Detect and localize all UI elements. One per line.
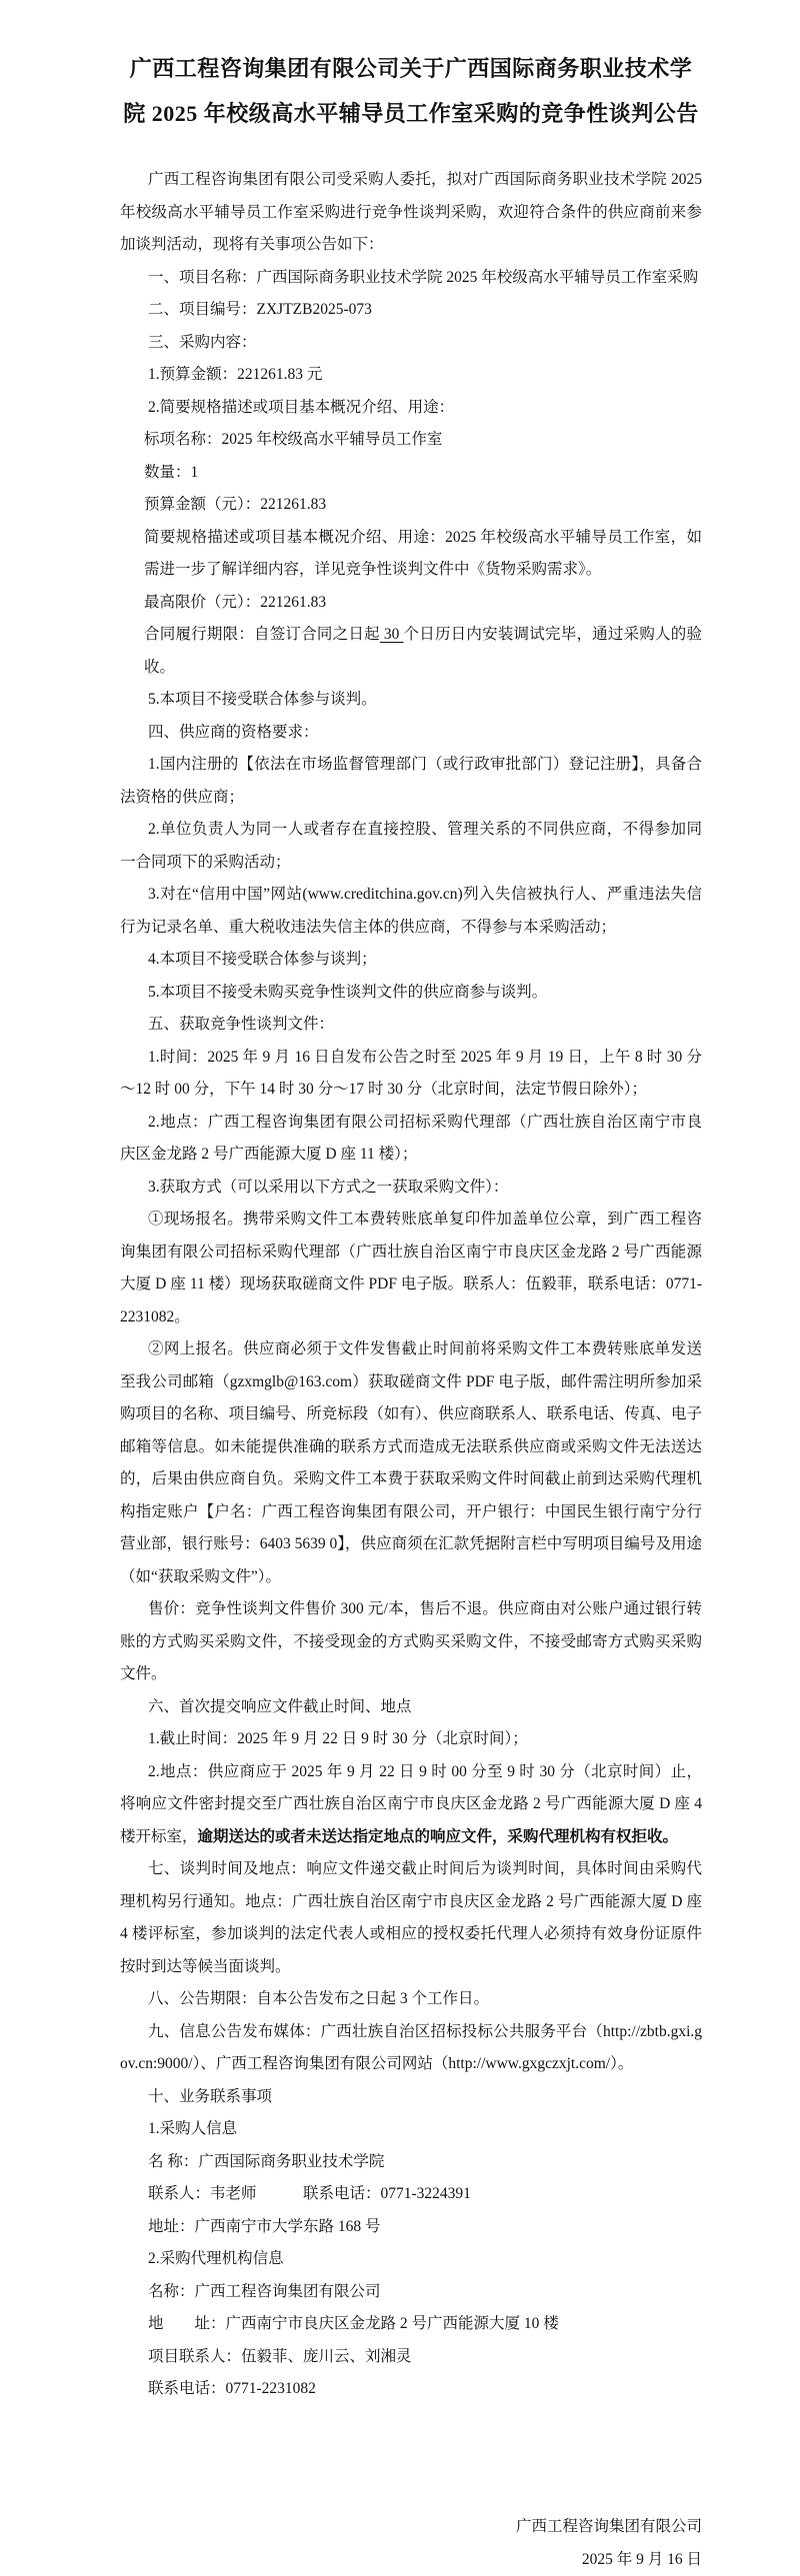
paragraph: 联系电话：0771-2231082 <box>148 2380 316 2397</box>
paragraph: 七、谈判时间及地点：响应文件递交截止时间后为谈判时间，具体时间由采购代理机构另行通知。地点：广西壮族自治区南宁市良庆区金龙路 2 号广西能源大厦 D 座 4 楼评标室，参加谈判的法定代表人或相应的授权委托代理人必须持有效身份证原件按时到达等候当面谈判。 <box>120 1860 702 1975</box>
document-footer <box>120 2510 702 2576</box>
paragraph: 六、首次提交响应文件截止时间、地点 <box>148 1697 412 1715</box>
paragraph: 2.单位负责人为同一人或者存在直接控股、管理关系的不同供应商，不得参加同一合同项下的采购活动； <box>120 821 702 871</box>
paragraph: 十、业务联系事项 <box>148 2087 273 2105</box>
paragraph: 5.本项目不接受联合体参与谈判。 <box>148 691 377 708</box>
paragraph: 四、供应商的资格要求： <box>148 723 319 741</box>
document-title-line-1: 广西工程咨询集团有限公司关于广西国际商务职业技术学 <box>129 56 693 81</box>
paragraph: 广西工程咨询集团有限公司受采购人委托，拟对广西国际商务职业技术学院 2025 年校级高水平辅导员工作室采购进行竞争性谈判采购，欢迎符合条件的供应商前来参加谈判活动，现将有关事项公告如下： <box>120 171 702 253</box>
paragraph: 5.本项目不接受未购买竞争性谈判文件的供应商参与谈判。 <box>148 983 548 1001</box>
paragraph: 五、获取竞争性谈判文件： <box>148 1016 335 1033</box>
paragraph: 2.地点：供应商应于 2025 年 9 月 22 日 9 时 00 分至 9 时 30 分（北京时间）止，将响应文件密封提交至广西壮族自治区南宁市良庆区金龙路 2 号广西能源大厦 D 座 4 楼开标室，逾期送达的或者未送达指定地点的响应文件，采购代理机构有权拒收。 <box>120 1762 702 1845</box>
paragraph: 九、信息公告发布媒体：广西壮族自治区招标投标公共服务平台（http://zbtb.gxi.gov.cn:9000/）、广西工程咨询集团有限公司网站（http://www.gxgczxjt.com/）。 <box>120 2022 702 2072</box>
paragraph: 项目联系人：伍毅菲、庞川云、刘湘灵 <box>148 2347 412 2365</box>
paragraph: 三、采购内容： <box>148 333 257 351</box>
paragraph: 1.采购人信息 <box>148 2120 238 2137</box>
document-title <box>120 46 702 136</box>
footer-date: 2025 年 9 月 16 日 <box>581 2550 702 2568</box>
paragraph: 3.对在“信用中国”网站(www.creditchina.gov.cn)列入失信被执行人、严重违法失信行为记录名单、重大税收违法失信主体的供应商，不得参与本采购活动； <box>120 886 702 936</box>
paragraph: 二、项目编号：ZXJTZB2025-073 <box>148 301 372 318</box>
paragraph: 1.国内注册的【依法在市场监督管理部门（或行政审批部门）登记注册】，具备合法资格的供应商； <box>120 756 702 806</box>
document-body <box>120 164 702 2406</box>
paragraph: 名称：广西工程咨询集团有限公司 <box>148 2282 381 2300</box>
paragraph: 地址：广西南宁市大学东路 168 号 <box>148 2217 381 2235</box>
paragraph: 2.简要规格描述或项目基本概况介绍、用途： <box>148 398 455 416</box>
paragraph: 售价：竞争性谈判文件售价 300 元/本，售后不退。供应商由对公账户通过银行转账的方式购买采购文件，不接受现金的方式购买采购文件，不接受邮寄方式购买采购文件。 <box>120 1600 702 1682</box>
paragraph: 预算金额（元）：221261.83 <box>144 496 327 513</box>
paragraph: 2.采购代理机构信息 <box>148 2250 284 2267</box>
paragraph: 2.地点：广西工程咨询集团有限公司招标采购代理部（广西壮族自治区南宁市良庆区金龙路 2 号广西能源大厦 D 座 11 楼）； <box>120 1113 702 1163</box>
paragraph: 地 址：广西南宁市良庆区金龙路 2 号广西能源大厦 10 楼 <box>148 2315 559 2332</box>
footer-company-name: 广西工程咨询集团有限公司 <box>515 2517 702 2535</box>
paragraph: 标项名称：2025 年校级高水平辅导员工作室 <box>144 431 443 448</box>
paragraph: ②网上报名。供应商必须于文件发售截止时间前将采购文件工本费转账底单发送至我公司邮箱（gzxmglb@163.com）获取磋商文件 PDF 电子版，邮件需注明所参加采购项目的名称、项目编号、所竞标段（如有）、供应商联系人、联系电话、传真、电子邮箱等信息。如未能提供准确的联系方式而造成无法联系供应商或采购文件无法送达的，后果由供应商自负。采购文件工本费于获取采购文件时间截止前到达采购代理机构指定账户【户名：广西工程咨询集团有限公司，开户银行：中国民生银行南宁分行营业部，银行账号：6403 5639 0】，供应商须在汇款凭据附言栏中写明项目编号及用途（如“获取采购文件”）。 <box>120 1340 702 1585</box>
paragraph: 1.时间：2025 年 9 月 16 日自发布公告之时至 2025 年 9 月 19 日，上午 8 时 30 分～12 时 00 分，下午 14 时 30 分～17 时 30 分（北京时间，法定节假日除外）； <box>120 1048 702 1098</box>
paragraph: 1.预算金额：221261.83 元 <box>148 366 323 383</box>
paragraph: 名 称：广西国际商务职业技术学院 <box>148 2152 385 2170</box>
paragraph: 最高限价（元）：221261.83 <box>144 593 327 611</box>
paragraph: 八、公告期限：自本公告发布之日起 3 个工作日。 <box>148 1990 490 2007</box>
paragraph: 1.截止时间：2025 年 9 月 22 日 9 时 30 分（北京时间）； <box>148 1730 528 1747</box>
paragraph: 一、项目名称：广西国际商务职业技术学院 2025 年校级高水平辅导员工作室采购 <box>148 268 699 286</box>
paragraph: 简要规格描述或项目基本概况介绍、用途：2025 年校级高水平辅导员工作室，如需进一步了解详细内容，详见竞争性谈判文件中《货物采购需求》。 <box>144 528 702 578</box>
paragraph: 联系人：韦老师 联系电话：0771-3224391 <box>148 2185 471 2202</box>
paragraph: 合同履行期限：自签订合同之日起 30 个日历日内安装调试完毕，通过采购人的验收。 <box>144 626 702 676</box>
paragraph: 数量：1 <box>144 463 199 481</box>
paragraph: 3.获取方式（可以采用以下方式之一获取采购文件）： <box>148 1178 509 1196</box>
paragraph: ①现场报名。携带采购文件工本费转账底单复印件加盖单位公章，到广西工程咨询集团有限公司招标采购代理部（广西壮族自治区南宁市良庆区金龙路 2 号广西能源大厦 D 座 11 楼）现场获取磋商文件 PDF 电子版。联系人：伍毅菲，联系电话：0771-2231082。 <box>120 1211 702 1325</box>
document-title-line-2: 院 2025 年校级高水平辅导员工作室采购的竞争性谈判公告 <box>123 101 699 126</box>
paragraph: 4.本项目不接受联合体参与谈判； <box>148 951 377 968</box>
